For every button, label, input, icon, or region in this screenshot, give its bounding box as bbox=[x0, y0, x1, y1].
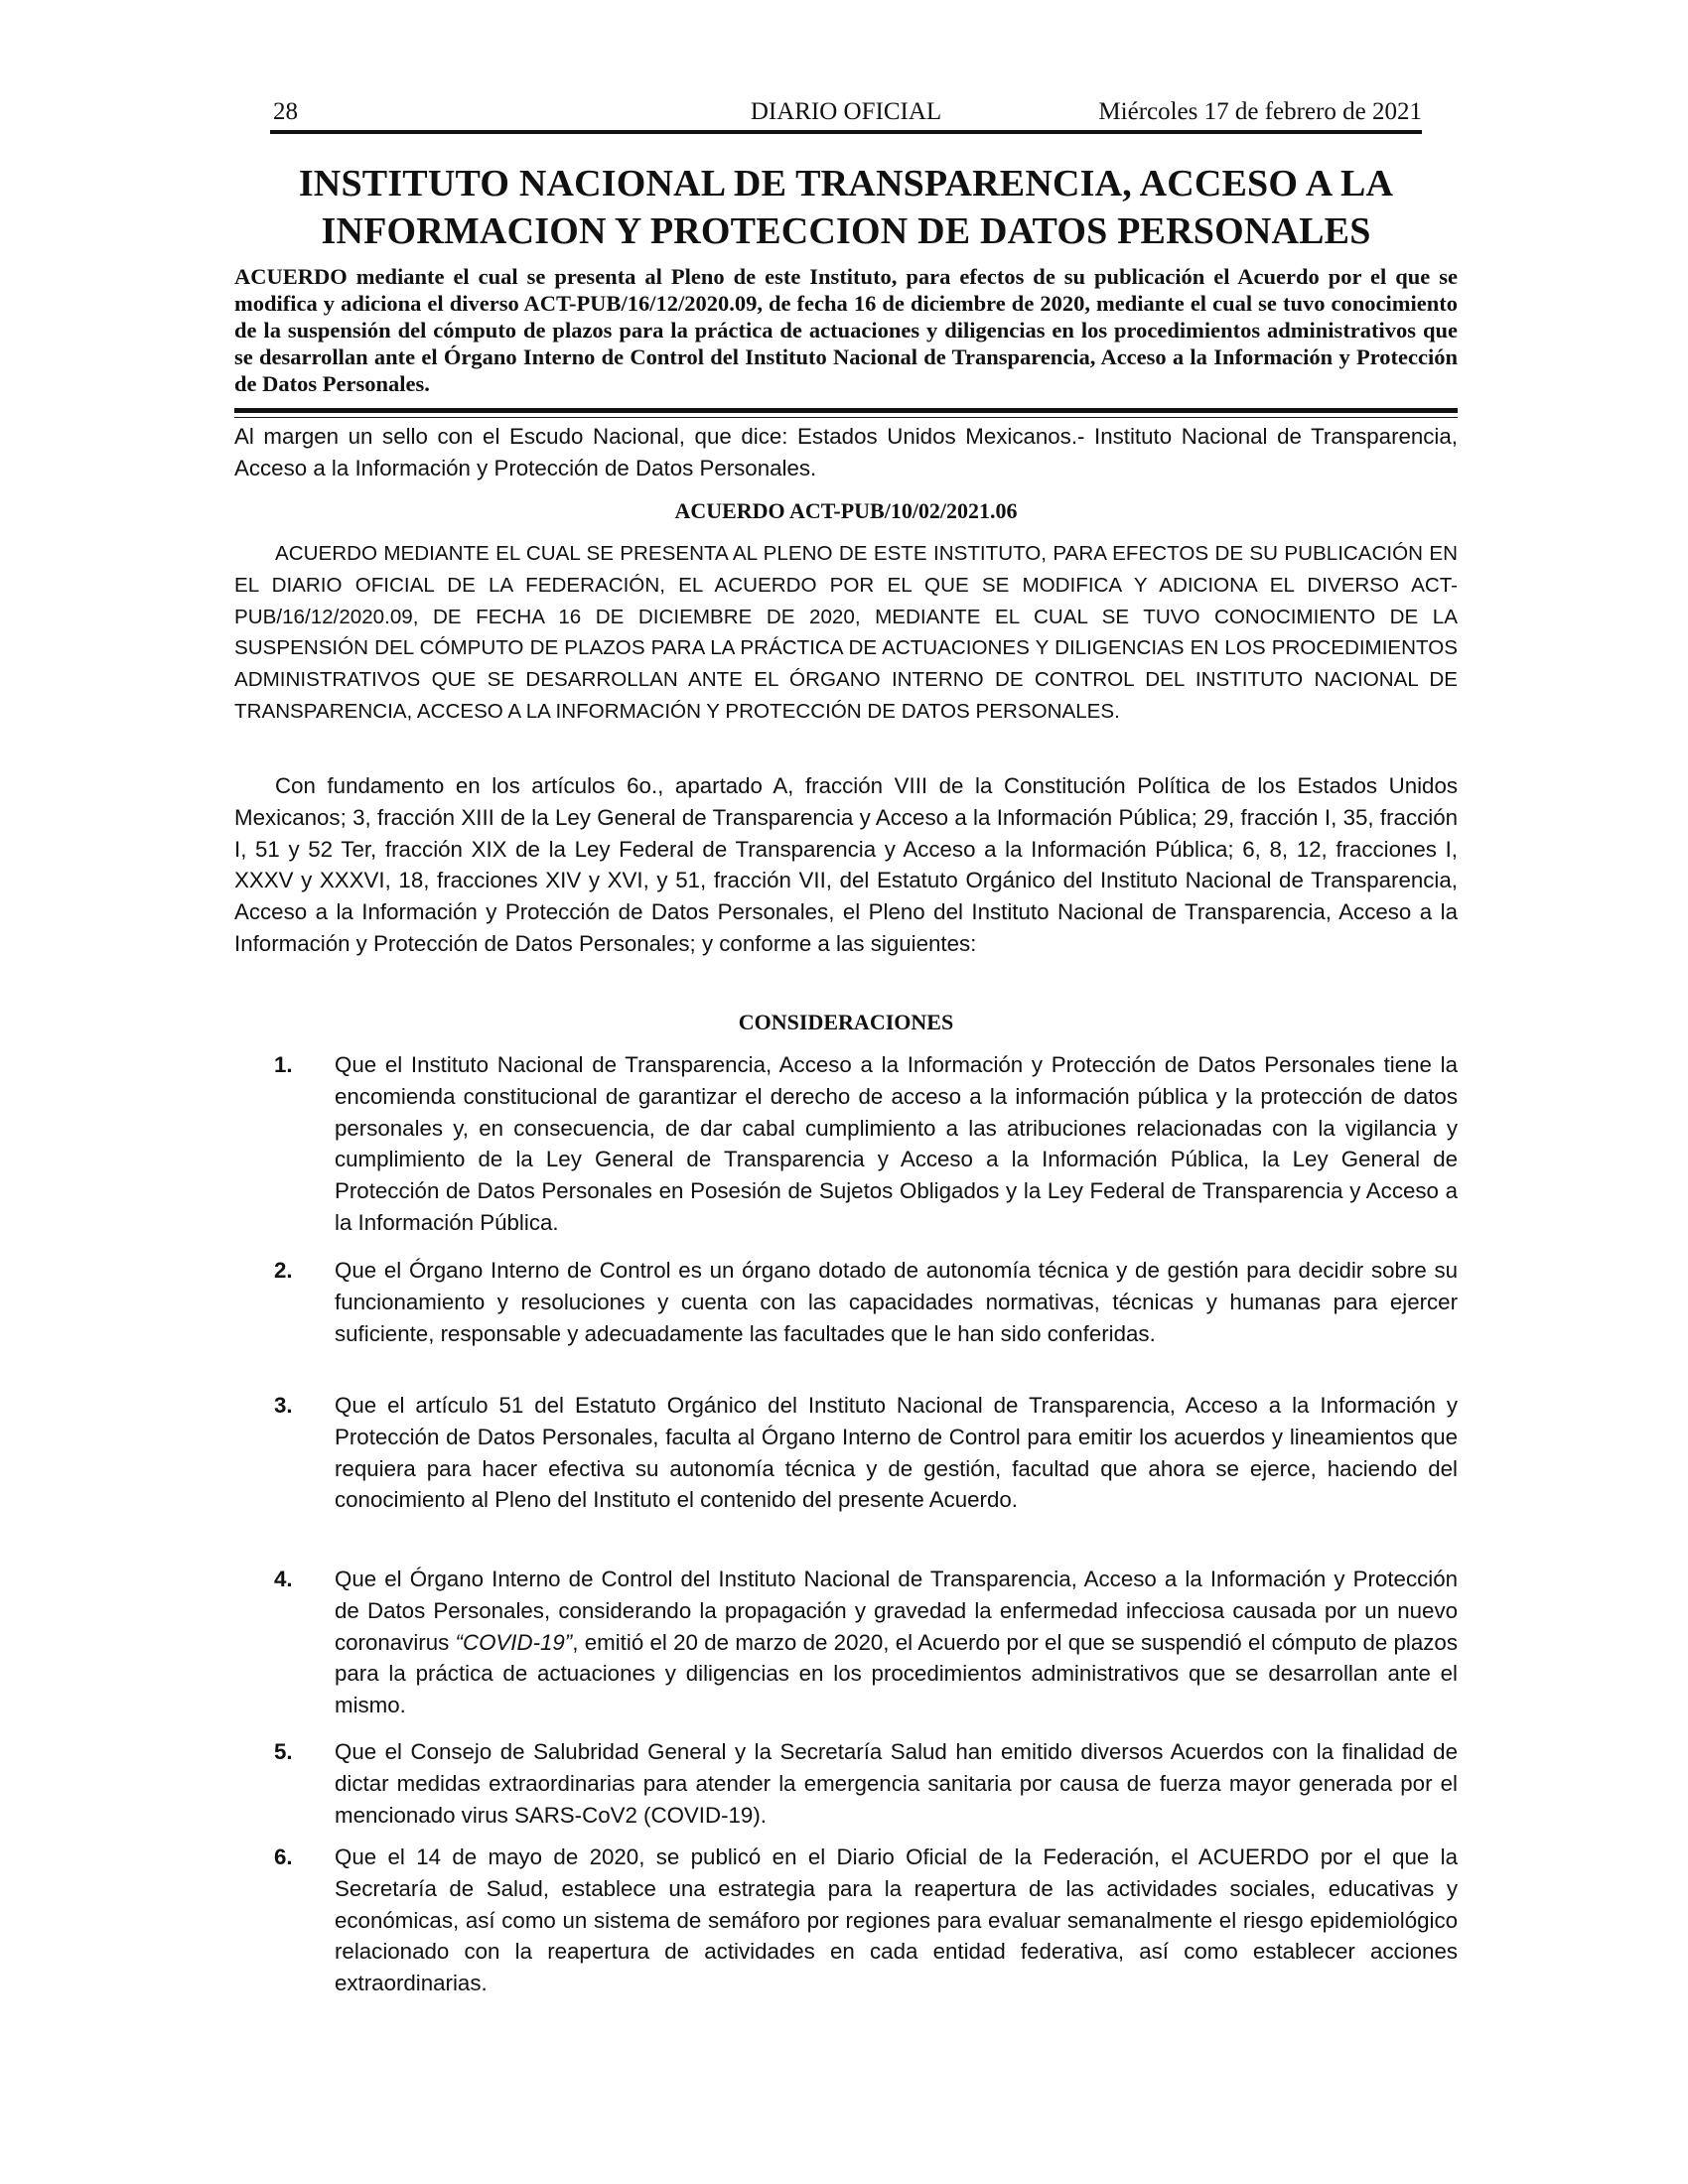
running-header bbox=[270, 95, 1422, 129]
summary-rule-thin bbox=[234, 417, 1458, 418]
publication-date: Miércoles 17 de febrero de 2021 bbox=[1098, 98, 1422, 125]
consideration-text: Que el artículo 51 del Estatuto Orgánico del Instituto Nacional de Transparencia, Acceso a la Información y Protección de Datos Personales, faculta al Órgano Interno de Control para emitir los acuerdos y lineamientos que requiera para hacer efectiva su autonomía técnica y de gestión, facultad que ahora se ejerce, haciendo del conocimiento al Pleno del Instituto el contenido del presente Acuerdo. bbox=[335, 1393, 1458, 1513]
consideration-text: Que el Órgano Interno de Control es un órgano dotado de autonomía técnica y de gestión para decidir sobre su funcionamiento y resoluciones y cuenta con las capacidades normativas, técnicas y humanas para ejercer suficiente, responsable y adecuadamente las facultades que le han sido conferidas. bbox=[335, 1258, 1458, 1346]
consideration-number: 1. bbox=[274, 1052, 293, 1077]
consideration-text-part: , emitió el 20 de marzo de 2020, el Acuerdo por el que se suspendió el cómputo de plazos para la práctica de actuaciones y diligencias en los procedimientos administrativos que se desarrollan ante el mismo. bbox=[335, 1629, 1458, 1718]
publication-name: DIARIO OFICIAL bbox=[750, 98, 942, 125]
consideration-number: 4. bbox=[274, 1567, 293, 1591]
consideration-number: 6. bbox=[274, 1844, 293, 1869]
considerations-title: CONSIDERACIONES bbox=[738, 1010, 954, 1034]
margin-note: Al margen un sello con el Escudo Nacional, que dice: Estados Unidos Mexicanos.- Instituto Nacional de Transparencia, Acceso a la Información y Protección de Datos Personales. bbox=[234, 424, 1458, 480]
header-rule bbox=[270, 130, 1422, 134]
acuerdo-caps-paragraph: ACUERDO MEDIANTE EL CUAL SE PRESENTA AL PLENO DE ESTE INSTITUTO, PARA EFECTOS DE SU PUBLICACIÓN EN EL DIARIO OFICIAL DE LA FEDERACIÓN, EL ACUERDO POR EL QUE SE MODIFICA Y ADICIONA EL DIVERSO ACT-PUB/16/12/2020.09, DE FECHA 16 DE DICIEMBRE DE 2020, MEDIANTE EL CUAL SE TUVO CONOCIMIENTO DE LA SUSPENSIÓN DEL CÓMPUTO DE PLAZOS PARA LA PRÁCTICA DE ACTUACIONES Y DILIGENCIAS EN LOS PROCEDIMIENTOS ADMINISTRATIVOS QUE SE DESARROLLAN ANTE EL ÓRGANO INTERNO DE CONTROL DEL INSTITUTO NACIONAL DE TRANSPARENCIA, ACCESO A LA INFORMACIÓN Y PROTECCIÓN DE DATOS PERSONALES. bbox=[234, 542, 1458, 723]
fundamento-paragraph: Con fundamento en los artículos 6o., apartado A, fracción VIII de la Constitución Política de los Estados Unidos Mexicanos; 3, fracción XIII de la Ley General de Transparencia y Acceso a la Información Pública; 29, fracción I, 35, fracción I, 51 y 52 Ter, fracción XIX de la Ley Federal de Transparencia y Acceso a la Información Pública; 6, 8, 12, fracciones I, XXXV y XXXVI, 18, fracciones XIV y XVI, y 51, fracción VII, del Estatuto Orgánico del Instituto Nacional de Transparencia, Acceso a la Información y Protección de Datos Personales, el Pleno del Instituto Nacional de Transparencia, Acceso a la Información y Protección de Datos Personales; y conforme a las siguientes: bbox=[234, 773, 1458, 956]
consideration-text-part: Que el Órgano Interno de Control del Instituto Nacional de Transparencia, Acceso a la Información y Protección de Datos Personales, considerando la propagación y gravedad la enfermedad infecciosa causada por un nuevo coronavirus bbox=[335, 1567, 1458, 1655]
institution-title: INSTITUTO NACIONAL DE TRANSPARENCIA, ACCESO A LA INFORMACION Y PROTECCION DE DATOS PERSONALES bbox=[298, 163, 1394, 252]
summary-rule-thick bbox=[234, 408, 1458, 413]
page-number: 28 bbox=[273, 98, 298, 125]
consideration-text: Que el Instituto Nacional de Transparencia, Acceso a la Información y Protección de Datos Personales tiene la encomienda constitucional de garantizar el derecho de acceso a la información pública y la protección de datos personales y, en consecuencia, de dar cabal cumplimiento a las atribuciones relacionadas con la vigilancia y cumplimiento de la Ley General de Transparencia y Acceso a la Información Pública, la Ley General de Protección de Datos Personales en Posesión de Sujetos Obligados y la Ley Federal de Transparencia y Acceso a la Información Pública. bbox=[335, 1052, 1458, 1235]
consideration-number: 2. bbox=[274, 1258, 293, 1283]
consideration-text bbox=[335, 1564, 1458, 1721]
document-summary: ACUERDO mediante el cual se presenta al Pleno de este Instituto, para efectos de su publicación el Acuerdo por el que se modifica y adiciona el diverso ACT-PUB/16/12/2020.09, de fecha 16 de diciembre de 2020, mediante el cual se tuvo conocimiento de la suspensión del cómputo de plazos para la práctica de actuaciones y diligencias en los procedimientos administrativos que se desarrollan ante el Órgano Interno de Control del Instituto Nacional de Transparencia, Acceso a la Información y Protección de Datos Personales. bbox=[234, 264, 1458, 396]
consideration-text: Que el 14 de mayo de 2020, se publicó en el Diario Oficial de la Federación, el ACUERDO por el que la Secretaría de Salud, establece una estrategia para la reapertura de las actividades sociales, educativas y económicas, así como un sistema de semáforo por regiones para evaluar semanalmente el riesgo epidemiológico relacionado con la reapertura de actividades en cada entidad federativa, así como establecer acciones extraordinarias. bbox=[335, 1844, 1458, 1996]
covid-term: “COVID-19” bbox=[455, 1629, 573, 1655]
acuerdo-title: ACUERDO ACT-PUB/10/02/2021.06 bbox=[674, 498, 1018, 523]
consideration-number: 3. bbox=[274, 1393, 293, 1418]
consideration-text: Que el Consejo de Salubridad General y la Secretaría Salud han emitido diversos Acuerdos con la finalidad de dictar medidas extraordinarias para atender la emergencia sanitaria por causa de fuerza mayor generada por el mencionado virus SARS-CoV2 (COVID-19). bbox=[335, 1739, 1458, 1828]
consideration-number: 5. bbox=[274, 1739, 293, 1764]
